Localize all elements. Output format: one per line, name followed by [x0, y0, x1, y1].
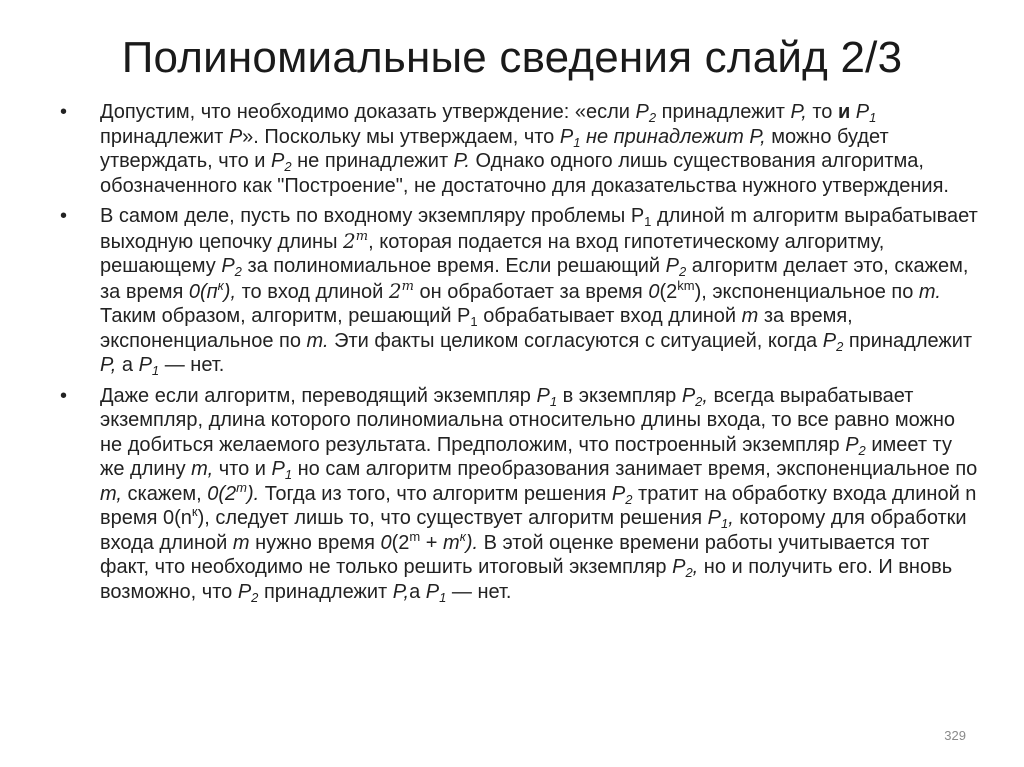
text-fragment: и — [837, 101, 851, 123]
text-fragment: имеет ту же длину — [100, 433, 952, 480]
text-fragment: 2 — [836, 338, 844, 354]
text-fragment: km — [677, 277, 695, 293]
text-fragment: P — [138, 354, 152, 376]
text-fragment: т — [443, 531, 460, 554]
text-fragment: а — [116, 354, 139, 376]
text-fragment: P — [672, 556, 686, 578]
text-fragment: алгоритм делает это, скажем, за время — [100, 255, 969, 303]
text-fragment: обрабатывает вход длиной — [477, 305, 742, 327]
text-fragment: Допустим, что необходимо доказать утверждение: «если — [100, 101, 636, 123]
slide-body — [58, 100, 978, 610]
bullet-marker: • — [60, 384, 68, 407]
text-fragment: 1 — [869, 110, 877, 125]
text-fragment: к — [459, 528, 466, 544]
text-fragment: 2 — [388, 278, 402, 303]
text-fragment: P — [237, 580, 252, 603]
text-fragment: 2 — [625, 491, 633, 507]
text-fragment: Однако одного лишь существования алгоритма, обозначенного как "Построение", не достаточно для доказательства нужного утверждения. — [100, 150, 949, 197]
text-fragment: P — [665, 255, 679, 277]
text-fragment: т, — [100, 482, 122, 505]
text-fragment: т — [741, 305, 759, 327]
text-fragment: P — [855, 101, 870, 123]
text-fragment: 1 — [151, 363, 160, 378]
text-fragment: P, — [100, 354, 117, 376]
text-fragment: 2 — [858, 442, 866, 458]
text-fragment: m — [355, 228, 369, 244]
text-fragment: ), — [223, 280, 237, 303]
bullet-item — [58, 384, 978, 605]
text-fragment: 0(п — [188, 280, 218, 303]
text-fragment: к — [191, 504, 198, 519]
page-number: 329 — [944, 728, 966, 743]
text-fragment: (2 — [659, 280, 678, 303]
text-fragment: m — [401, 278, 414, 294]
text-fragment: всегда вырабатывает экземпляр, длина которого полиномиальна относительно длины входа, то все равно можно не добиться желаемого результата. Предположим, что построенный экземпляр — [100, 384, 956, 456]
text-fragment: т — [232, 531, 250, 554]
text-fragment: то — [806, 101, 838, 123]
text-fragment: скажем, — [122, 482, 208, 505]
text-fragment: ». Поскольку мы утверждаем, что — [242, 125, 560, 148]
text-fragment: принадлежит — [843, 329, 973, 352]
text-fragment: 2 — [284, 159, 292, 174]
text-fragment: но сам алгоритм преобразования занимает время, экспоненциальное по — [292, 458, 978, 480]
text-fragment: он обработает за время — [413, 280, 649, 303]
text-fragment: 2 — [695, 393, 703, 409]
text-fragment: Эти факты целиком согласуются с ситуацией, когда — [328, 329, 823, 352]
text-fragment: P. — [453, 150, 470, 172]
text-fragment: нужно время — [249, 531, 381, 554]
text-fragment: 2 — [679, 264, 687, 279]
text-fragment: P — [425, 580, 440, 603]
slide-title: Полиномиальные сведения слайд 2/3 — [121, 33, 903, 82]
text-fragment: принадлежит — [656, 101, 791, 123]
bullet-marker: • — [60, 101, 68, 123]
text-fragment: не принадлежит P, — [580, 125, 766, 148]
text-fragment: В самом деле, пусть по входному экземпляру проблемы P — [100, 205, 645, 227]
text-fragment: P — [635, 101, 649, 123]
text-fragment: можно будет утверждать, что и — [100, 125, 889, 172]
text-fragment: Таким образом, алгоритм, решающий P — [100, 305, 471, 327]
text-fragment: Тогда из того, что алгоритм решения — [259, 482, 612, 505]
text-fragment: P — [845, 433, 859, 456]
text-fragment: к — [217, 277, 224, 293]
text-fragment: ), экспоненциальное по — [694, 280, 919, 303]
text-fragment: P, — [392, 580, 410, 603]
text-fragment: P — [707, 507, 721, 529]
text-fragment: (2 — [391, 531, 410, 554]
text-fragment: но и получить его. И вновь возможно, что — [100, 556, 953, 603]
text-fragment: , — [692, 556, 699, 578]
text-fragment: Даже если алгоритм, переводящий экземпляр — [100, 384, 537, 407]
bullet-marker: • — [60, 205, 68, 227]
text-fragment: за время, экспоненциальное по — [100, 305, 853, 352]
bullet-text — [100, 204, 978, 378]
bullet-text — [100, 100, 978, 198]
text-fragment: В этой оценке времени работы учитывается тот факт, что необходимо не только решить итоговый экземпляр — [100, 531, 930, 578]
text-fragment: ). — [246, 482, 260, 505]
text-fragment: т — [236, 479, 247, 495]
text-fragment: 1 — [470, 314, 478, 329]
text-fragment: P — [822, 329, 837, 352]
text-fragment: т. — [918, 280, 941, 303]
text-fragment: за полиномиальное время. Если решающий — [241, 255, 666, 277]
text-fragment: 2 — [685, 565, 693, 580]
text-fragment: что и — [213, 458, 272, 480]
text-fragment: т. — [306, 329, 329, 352]
text-fragment: 2 — [648, 110, 657, 125]
text-fragment: P — [228, 125, 243, 148]
text-fragment: которому для обработки входа длиной — [100, 507, 967, 554]
text-fragment: т, — [191, 458, 214, 480]
text-fragment: 0 — [648, 280, 660, 303]
text-fragment: ). — [465, 531, 479, 554]
text-fragment: 0(2 — [207, 482, 237, 505]
text-fragment: P — [271, 458, 285, 480]
text-fragment: 2 — [234, 264, 242, 279]
bullet-item — [58, 100, 978, 198]
text-fragment: P — [271, 150, 285, 172]
text-fragment: m — [409, 528, 421, 544]
text-fragment: 2 — [251, 589, 259, 605]
text-fragment: не принадлежит — [291, 150, 454, 172]
bullet-text — [100, 384, 978, 605]
text-fragment: 1 — [284, 467, 293, 482]
text-fragment: , которая подается на вход гипотетическому алгоритму, решающему — [100, 230, 885, 277]
text-fragment: то вход длиной — [236, 280, 389, 303]
text-fragment: в экземпляр — [557, 384, 682, 407]
text-fragment: P, — [790, 101, 807, 123]
text-fragment: P — [536, 384, 550, 407]
text-fragment: тратит на обработку входа длиной n время 0(n — [100, 482, 977, 529]
text-fragment: 1 — [720, 516, 729, 531]
text-fragment: 1 — [549, 393, 558, 409]
text-fragment: P — [221, 255, 235, 277]
text-fragment: 1 — [644, 214, 652, 229]
text-fragment: P — [611, 482, 626, 505]
text-fragment: P — [559, 125, 574, 148]
text-fragment: принадлежит — [258, 580, 393, 603]
text-fragment: ), следует лишь то, что существует алгоритм решения — [197, 507, 708, 529]
text-fragment: 1 — [439, 589, 447, 605]
text-fragment: 2 — [343, 228, 356, 253]
text-fragment: P — [681, 384, 696, 407]
text-fragment: принадлежит — [100, 125, 229, 148]
text-fragment: + — [420, 531, 444, 554]
text-fragment: , — [702, 384, 708, 407]
text-fragment: 0 — [380, 531, 392, 554]
text-fragment: длиной m алгоритм вырабатывает выходную цепочку длины — [100, 205, 978, 253]
text-fragment: 1 — [573, 134, 581, 150]
text-fragment: , — [728, 507, 734, 529]
text-fragment: а — [409, 580, 426, 603]
text-fragment: — нет. — [159, 354, 225, 376]
bullet-item — [58, 204, 978, 378]
text-fragment: — нет. — [446, 580, 512, 603]
